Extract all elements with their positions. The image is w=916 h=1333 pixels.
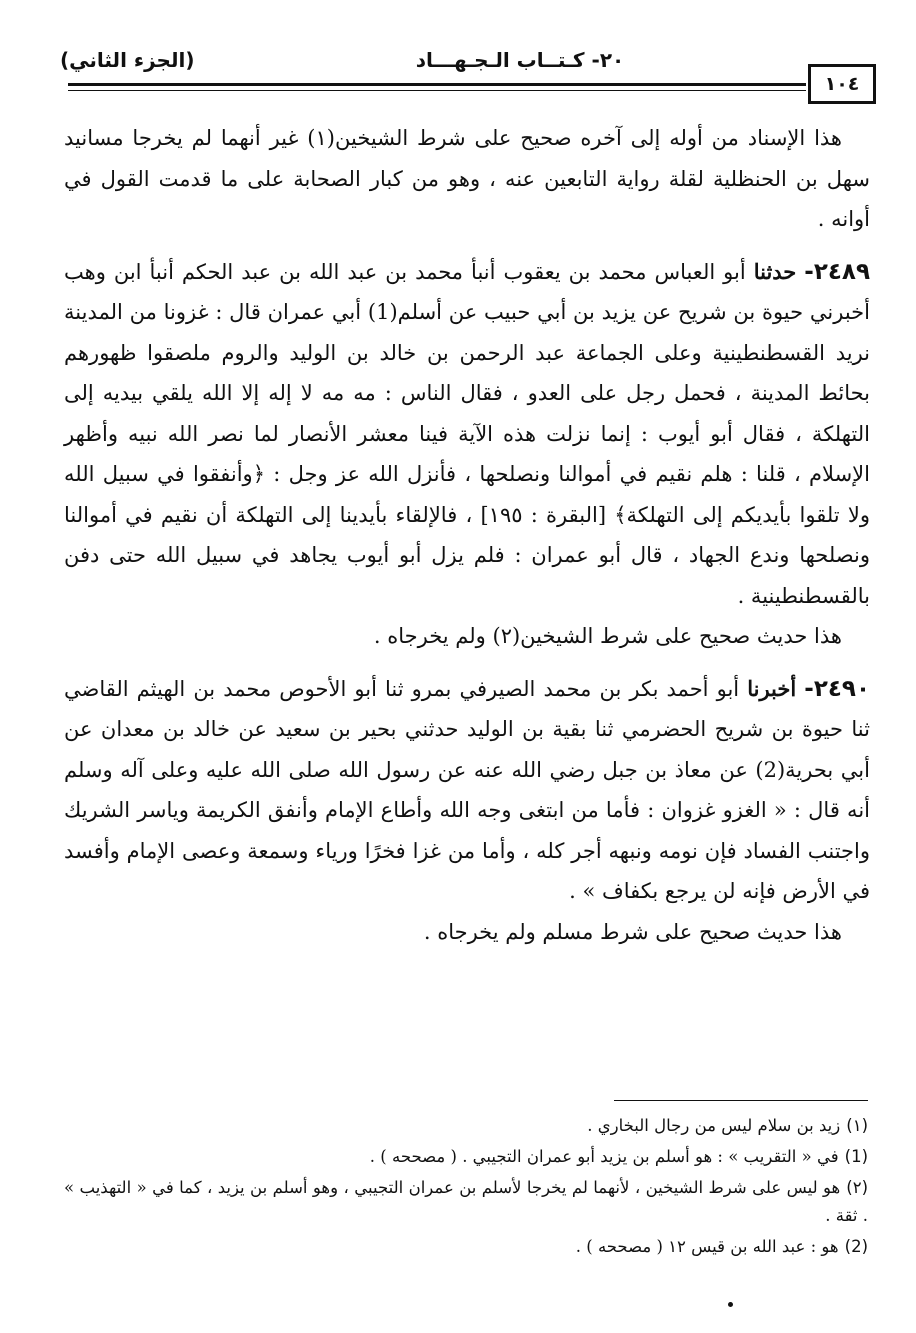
main-text xyxy=(64,118,870,952)
grading-2490: هذا حديث صحيح على شرط مسلم ولم يخرجاه . xyxy=(423,919,842,944)
footnote-mark: (١) xyxy=(846,1116,868,1135)
hadith-text: أبو أحمد بكر بن محمد الصيرفي بمرو ثنا أبو الأحوص محمد بن الهيثم القاضي ثنا حيوة بن شريح الحضرمي ثنا بقية بن الوليد حدثني بحير بن سعيد عن خالد بن معدان عن أبي بحرية(2) عن معاذ بن جبل رضي الله عنه عن رسول الله صلى الله عليه وعلى آله وسلم أنه قال : « الغزو غزوان : فأما من ابتغى وجه الله وأطاع الإمام وأنفق الكريمة وياسر الشريك واجتنب الفساد فإن نومه ونبهه أجر كله ، وأما من غزا فخرًا ورياء وسمعة وعصى الإمام وأفسد في الأرض فإنه لن يرجع بكفاف » . xyxy=(64,676,870,903)
footnote-mark: (1) xyxy=(844,1147,868,1166)
volume-part: (الجزء الثاني) xyxy=(60,48,195,72)
hadith-lead-word: حدثنا xyxy=(753,258,797,284)
hadith-text: أبو العباس محمد بن يعقوب أنبأ محمد بن عبد الله بن عبد الحكم أنبأ ابن وهب أخبرني حيوة بن شريح عن يزيد بن أبي حبيب عن أسلم(1) أبي عمران قال : غزونا من المدينة نريد القسطنطينية وعلى الجماعة عبد الرحمن بن خالد بن الوليد والروم ملصقوا ظهورهم بحائط المدينة ، فحمل رجل على العدو ، فقال الناس : مه مه لا إله إلا الله يلقي بيديه إلى التهلكة ، فقال أبو أيوب : إنما نزلت هذه الآية فينا معشر الأنصار لما نصر الله نبيه وأظهر الإسلام ، قلنا : هلم نقيم في أموالنا ونصلحها ، فأنزل الله عز وجل : ﴿وأنفقوا في سبيل الله ولا تلقوا بأيديكم إلى التهلكة﴾ [البقرة : ١٩٥] ، فالإلقاء بأيدينا إلى التهلكة أن نقيم في أموالنا ونصلحها وندع الجهاد ، قال أبو عمران : فلم يزل أبو أيوب يجاهد في سبيل الله حتى دفن بالقسطنطينية . xyxy=(64,259,870,608)
grading-2489: هذا حديث صحيح على شرط الشيخين(٢) ولم يخرجاه . xyxy=(373,624,842,648)
footnote-text: هو : عبد الله بن قيس ١٢ ( مصححه ) . xyxy=(575,1237,839,1256)
footnote-text: هو ليس على شرط الشيخين ، لأنهما لم يخرجا لأسلم بن عمران التجيبي ، وهو أسلم بن يزيد ، كما في « التهذيب » . ثقة . xyxy=(64,1178,868,1225)
hadith-number: ٢٤٩٠- xyxy=(804,675,870,702)
footnotes xyxy=(64,1112,868,1264)
footnote-text: زيد بن سلام ليس من رجال البخاري . xyxy=(587,1116,841,1135)
hadith-2489 xyxy=(64,252,870,617)
footnote xyxy=(64,1233,868,1261)
footnote xyxy=(64,1112,868,1140)
hadith-lead-word: أخبرنا xyxy=(747,675,797,701)
book-title: ٢٠- كـتــاب الـجـهـــاد xyxy=(415,48,625,72)
isnad-commentary: هذا الإسناد من أوله إلى آخره صحيح على شرط الشيخين(١) غير أنهما لم يخرجا مسانيد سهل بن الحنظلية لقلة رواية التابعين عنه ، وهو من كبار الصحابة على ما قدمت القول في أوانه . xyxy=(64,126,870,231)
page-number: ١٠٤ xyxy=(824,73,860,95)
footnote xyxy=(64,1143,868,1171)
header-rule-thick xyxy=(68,83,806,86)
hadith-2490 xyxy=(64,669,870,912)
page-dot xyxy=(728,1302,733,1307)
hadith-number: ٢٤٨٩- xyxy=(804,258,870,285)
running-header xyxy=(60,42,876,95)
header-rule-thin xyxy=(68,90,806,91)
page-number-box xyxy=(808,64,876,104)
footnote xyxy=(64,1174,868,1230)
footnote-separator xyxy=(614,1100,868,1101)
footnote-text: في « التقريب » : هو أسلم بن يزيد أبو عمران التجيبي . ( مصححه ) . xyxy=(369,1147,839,1166)
footnote-mark: (٢) xyxy=(846,1178,868,1197)
footnote-mark: (2) xyxy=(844,1237,868,1256)
